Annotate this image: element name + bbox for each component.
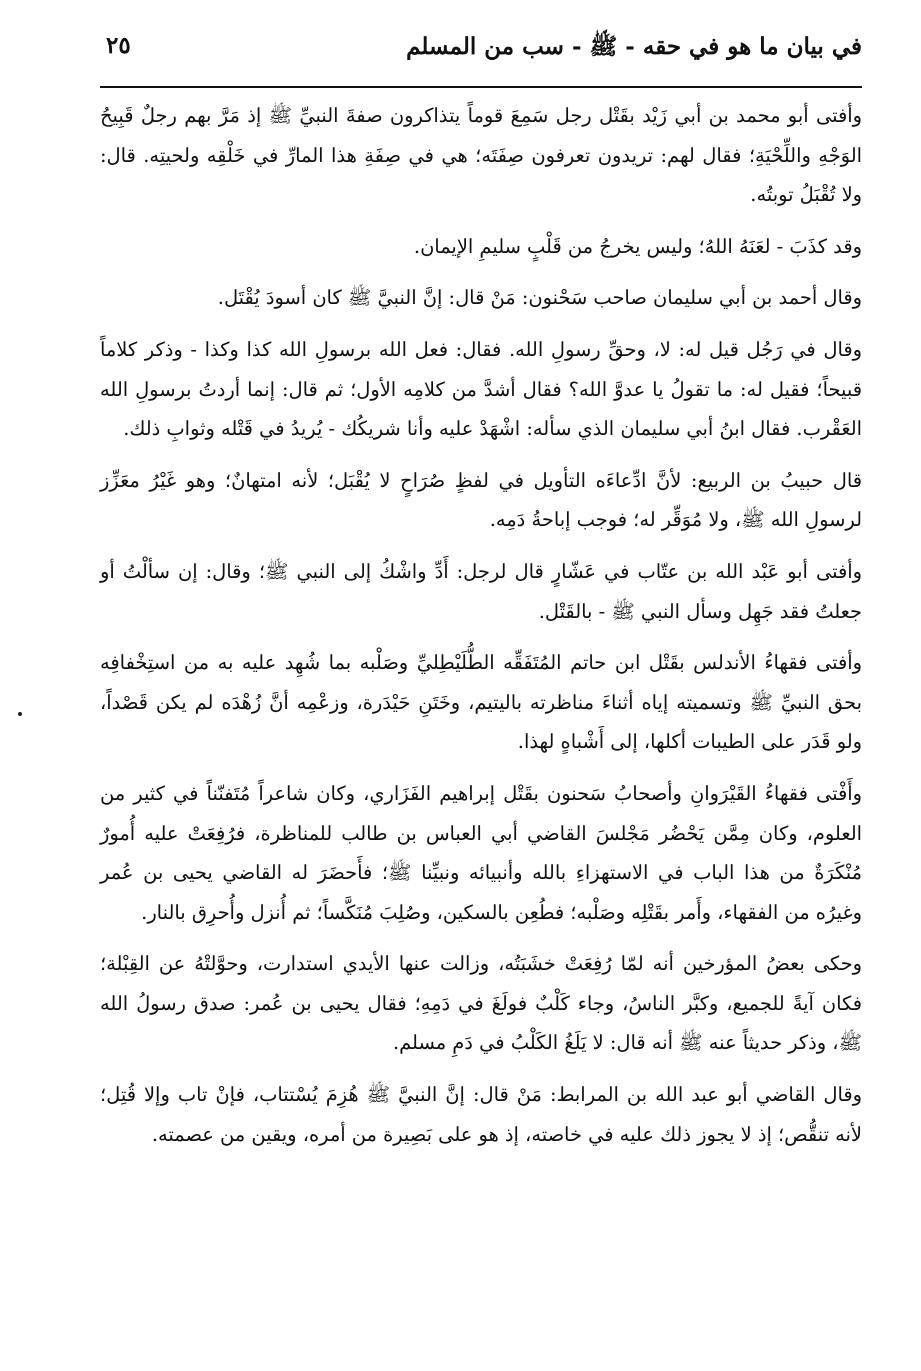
paragraph-2: وقد كذَبَ - لعَنَهُ اللهُ؛ وليس يخرجُ من قَلْبٍ سليمِ الإيمان. — [413, 234, 862, 258]
paragraph-1: وأفتى أبو محمد بن أبي زَيْد بقَتْل رجل سَمِعَ قوماً يتذاكرون صفةَ النبيِّ ﷺ إذ مَرَّ بهم رجلٌ قَبِيحُ الوَجْهِ واللِّحْيَةِ؛ فقال لهم: تريدون تعرفون صِفَتَه؛ هي في صِفَةِ هذا المارِّ في خَلْقِه ولحيتِه. قال: ولا تُقْبَلُ توبتُه. — [100, 104, 862, 207]
running-title: في بيان ما هو في حقه - ﷺ - سب من المسلم — [406, 33, 862, 60]
paragraph-9: وحكى بعضُ المؤرخين أنه لمّا رُفِعَتْ خشَبَتُه، وزالت عنها الأيدي استدارت، وحوَّلتْهُ عن القِبْلة؛ فكان آيةً للجميع، وكبَّر الناسُ، وجاء كَلْبٌ فولَغَ في دَمِهِ؛ فقال يحيى بن عُمر: صدق رسولُ الله ﷺ، وذكر حديثاً عنه ﷺ أنه قال: لا يَلَغُ الكَلْبُ في دَمِ مسلم. — [100, 952, 862, 1055]
paragraph-3: وقال أحمد بن أبي سليمان صاحب سَحْنون: مَنْ قال: إنَّ النبيَّ ﷺ كان أسودَ يُقْتَل. — [217, 286, 862, 310]
margin-speck — [18, 712, 22, 716]
page-number: ٢٥ — [106, 32, 131, 59]
paragraph-10: وقال القاضي أبو عبد الله بن المرابط: مَنْ قال: إنَّ النبيَّ ﷺ هُزِمَ يُسْتتاب، فإنْ تاب وإلا قُتِل؛ لأنه تنقُّص؛ إذ لا يجوز ذلك عليه في خاصته، إذ هو على بَصِيرة من أمره، ويقين من عصمته. — [100, 1083, 862, 1146]
paragraph-6: وأفتى أبو عَبْد الله بن عتّاب في عَشّارٍ قال لرجل: أَدِّ واشْكُ إلى النبي ﷺ؛ وقال: إن سألْتُ أو جعلتُ فقد جَهِل وسأل النبي ﷺ - بالقَتْل. — [100, 559, 862, 623]
page-header — [100, 28, 862, 78]
paragraph-5: قال حبيبُ بن الربيع: لأنَّ ادِّعاءَه التأويل في لفظٍ صُرَاحٍ لا يُقْبَل؛ لأنه امتهانٌ؛ وهو غَيْرُ معَزِّز لرسولِ الله ﷺ، ولا مُوَقِّر له؛ فوجب إباحةُ دَمِه. — [100, 468, 862, 532]
body-text — [100, 96, 862, 1166]
header-divider — [100, 86, 862, 88]
paragraph-8: وأَفْتى فقهاءُ القَيْرَوانِ وأصحابُ سَحنون بقَتْل إبراهيم الفَزَاري، وكان شاعراً مُتَفنّناً في كثير من العلوم، وكان مِمَّن يَحْضُر مَجْلسَ القاضي أبي العباس بن طالب للمناظرة، فرُفِعَتْ عليه أُمورٌ مُنْكَرَةٌ من هذا الباب في الاستهزاءِ بالله وأنبيائه ونبيِّنا ﷺ؛ فأَحضَرَ له القاضي يحيى بن عُمر وغيرُه من الفقهاء، وأَمر بقَتْلِه وصَلْبه؛ فطُعِن بالسكين، وصُلِبَ مُنَكَّساً؛ ثم أُنزل وأُحرِق بالنار. — [100, 781, 862, 924]
paragraph-4: وقال في رَجُل قيل له: لا، وحقِّ رسولِ الله. فقال: فعل الله برسولِ الله كذا وكذا - وذكر كلاماً قبيحاً؛ فقيل له: ما تقولُ يا عدوَّ الله؟ فقال أشدَّ من كلامِه الأول؛ ثم قال: إنما أردتُ برسولِ الله العَقْرب. فقال ابنُ أبي سليمان الذي سأله: اشْهَدْ عليه وأنا شريكُك - يُريدُ في قَتْله وثوابِ ذلك. — [100, 337, 862, 441]
paragraph-7: وأفتى فقهاءُ الأندلس بقَتْل ابن حاتم المُتَفَقِّه الطُّلَيْطِليِّ وصَلْبه بما شُهِد عليه به من استِخْفافِه بحق النبيِّ ﷺ وتسميته إياه أثناءَ مناظرته باليتيم، وخَتَنِ حَيْدَرة، وزعْمِه أنَّ زُهْدَه لم يكن قَصْداً، ولو قَدَر على الطيبات أكلها، إلى أَشْباهٍ لهذا. — [100, 651, 862, 754]
